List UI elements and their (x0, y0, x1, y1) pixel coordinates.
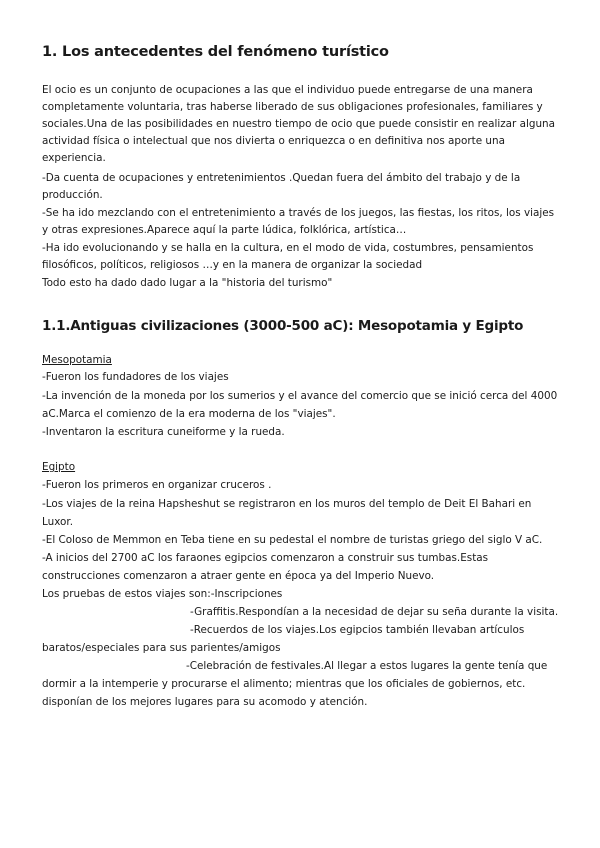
egipto-graffitis: -Graffitis.Respondían a la necesidad de dejar su seña durante la visita. (190, 606, 559, 618)
egipto-line: construcciones comenzaron a atraer gente en época ya del Imperio Nuevo. (42, 570, 435, 582)
egipto-line: Luxor. (42, 516, 73, 528)
intro-line: Todo esto ha dado dado lugar a la "historia del turismo" (42, 277, 333, 289)
intro-line: El ocio es un conjunto de ocupaciones a las que el individuo puede entregarse de una manera (42, 84, 533, 96)
egipto-line: -Fueron los primeros en organizar cruceros . (42, 479, 272, 491)
egipto-festivales: -Celebración de festivales.Al llegar a estos lugares la gente tenía que (186, 660, 548, 672)
egipto-festivales-cont: disponían de los mejores lugares para su acomodo y atención. (42, 696, 368, 708)
mesopotamia-line: -Fueron los fundadores de los viajes (42, 371, 229, 383)
mesopotamia-line: aC.Marca el comienzo de la era moderna de los "viajes". (42, 408, 336, 420)
egipto-line: -A inicios del 2700 aC los faraones egipcios comenzaron a construir sus tumbas.Estas (42, 552, 489, 564)
mesopotamia-line: -La invención de la moneda por los sumerios y el avance del comercio que se inició cerca del 4000 (42, 390, 558, 402)
subheading-egipto: Egipto (42, 461, 76, 473)
section-heading-1-1: 1.1.Antiguas civilizaciones (3000-500 aC): Mesopotamia y Egipto (42, 318, 524, 334)
intro-line: filosóficos, políticos, religiosos …y en la manera de organizar la sociedad (42, 259, 423, 271)
intro-line: experiencia. (42, 152, 106, 164)
egipto-line: -El Coloso de Memmon en Teba tiene en su pedestal el nombre de turistas griego del siglo V aC. (42, 534, 543, 546)
egipto-recuerdos-cont: baratos/especiales para sus parientes/amigos (42, 642, 281, 654)
intro-line: completamente voluntaria, tras haberse liberado de sus obligaciones profesionales, familiares y (42, 101, 543, 113)
egipto-line: -Los viajes de la reina Hapsheshut se registraron en los muros del templo de Deit El Bahari en (42, 498, 532, 510)
mesopotamia-line: -Inventaron la escritura cuneiforme y la rueda. (42, 426, 285, 438)
egipto-festivales-cont: dormir a la intemperie y procurarse el alimento; mientras que los oficiales de gobiernos, etc. (42, 678, 526, 690)
section-heading-1: 1. Los antecedentes del fenómeno turístico (42, 44, 389, 60)
egipto-recuerdos: -Recuerdos de los viajes.Los egipcios también llevaban artículos (190, 624, 525, 636)
intro-line: sociales.Una de las posibilidades en nuestro tiempo de ocio que puede consistir en realizar alguna (42, 118, 555, 130)
intro-line: -Da cuenta de ocupaciones y entretenimientos .Quedan fuera del ámbito del trabajo y de la (42, 172, 521, 184)
egipto-line: Los pruebas de estos viajes son:-Inscripciones (42, 588, 283, 600)
intro-line: -Se ha ido mezclando con el entretenimiento a través de los juegos, las fiestas, los ritos, los viajes (42, 207, 555, 219)
intro-line: -Ha ido evolucionando y se halla en la cultura, en el modo de vida, costumbres, pensamientos (42, 242, 534, 254)
intro-line: y otras expresiones.Aparece aquí la parte lúdica, folklórica, artística… (42, 224, 407, 236)
intro-line: actividad física o intelectual que nos divierta o enriquezca o en definitiva nos aporte una (42, 135, 505, 147)
intro-line: producción. (42, 189, 103, 201)
subheading-mesopotamia: Mesopotamia (42, 354, 112, 366)
